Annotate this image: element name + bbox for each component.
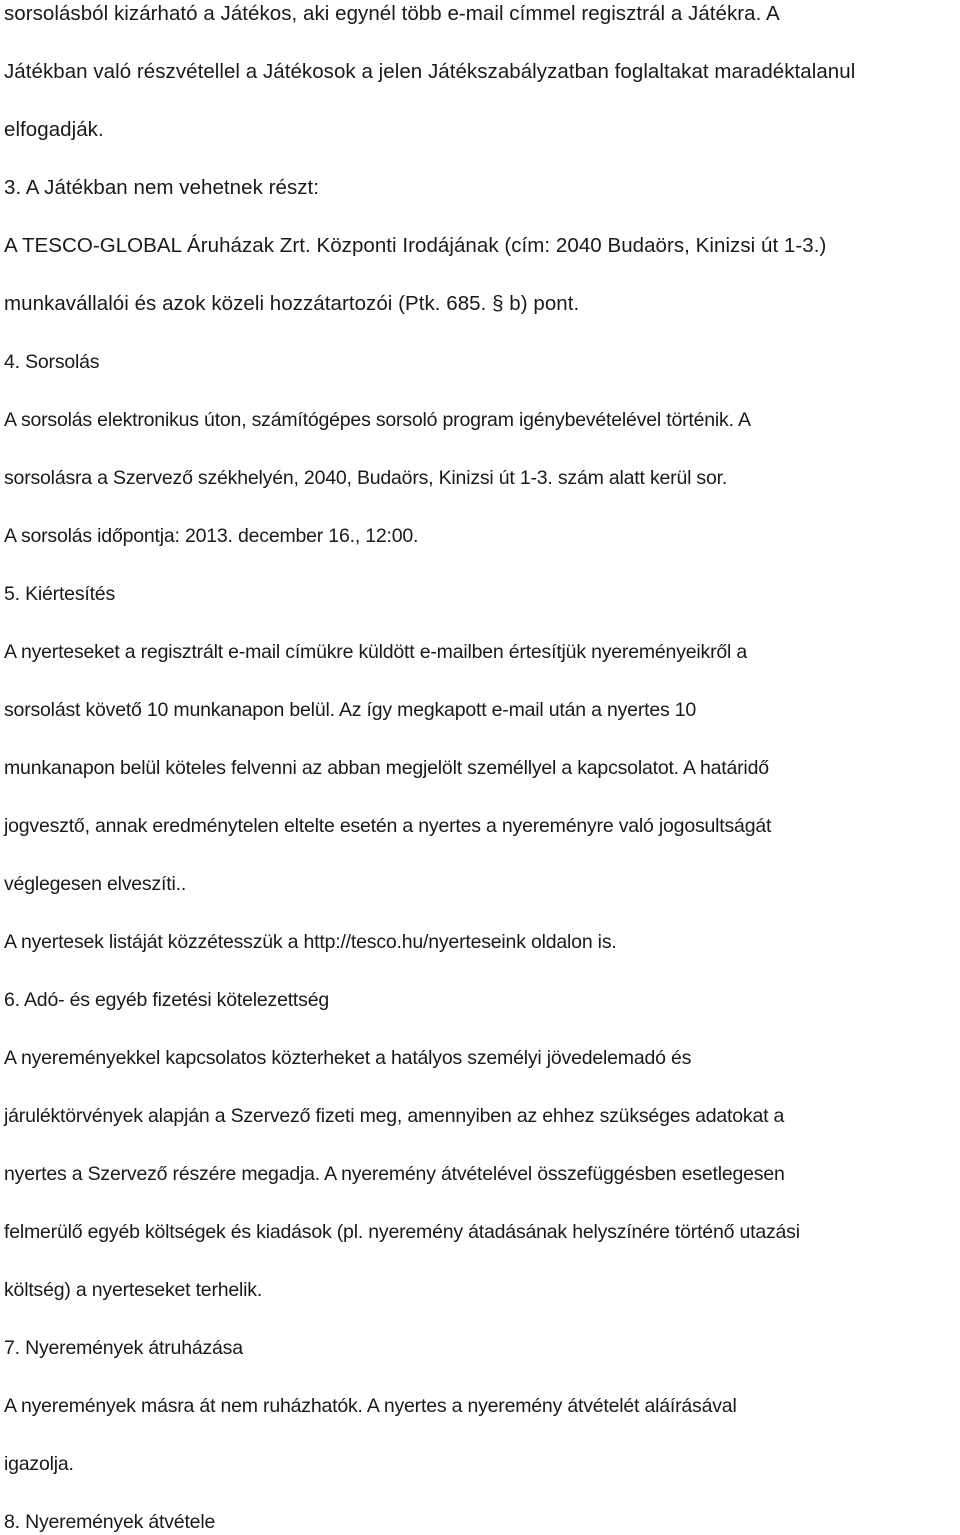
paragraph-line: Játékban való részvétellel a Játékosok a jelen Játékszabályzatban foglaltakat maradéktalanul — [4, 60, 856, 83]
paragraph-line: A sorsolás elektronikus úton, számítógépes sorsoló program igénybevételével történik. A — [4, 409, 751, 431]
paragraph-line: igazolja. — [4, 1453, 74, 1475]
paragraph-line: A nyereményekkel kapcsolatos közterheket a hatályos személyi jövedelemadó és — [4, 1047, 692, 1069]
paragraph-line: munkavállalói és azok közeli hozzátartozói (Ptk. 685. § b) pont. — [4, 292, 580, 315]
paragraph-line: jogvesztő, annak eredménytelen eltelte esetén a nyertes a nyereményre való jogosultságát — [4, 815, 772, 837]
section-heading: 3. A Játékban nem vehetnek részt: — [4, 176, 320, 199]
paragraph-line: felmerülő egyéb költségek és kiadások (pl. nyeremény átadásának helyszínére történő utazási — [4, 1221, 800, 1243]
paragraph-line: munkanapon belül köteles felvenni az abban megjelölt személlyel a kapcsolatot. A határidő — [4, 757, 769, 779]
section-heading: 5. Kiértesítés — [4, 583, 116, 605]
section-heading: 8. Nyeremények átvétele — [4, 1511, 216, 1533]
section-heading: 4. Sorsolás — [4, 351, 100, 373]
paragraph-line: véglegesen elveszíti.. — [4, 873, 187, 895]
paragraph-line: sorsolást követő 10 munkanapon belül. Az így megkapott e-mail után a nyertes 10 — [4, 699, 697, 721]
paragraph-line: nyertes a Szervező részére megadja. A nyeremény átvételével összefüggésben esetlegesen — [4, 1163, 785, 1185]
paragraph-line: költség) a nyerteseket terhelik. — [4, 1279, 263, 1301]
paragraph-line: A TESCO-GLOBAL Áruházak Zrt. Központi Irodájának (cím: 2040 Budaörs, Kinizsi út 1-3.) — [4, 234, 827, 257]
section-heading: 7. Nyeremények átruházása — [4, 1337, 243, 1359]
paragraph-line: A nyertesek listáját közzétesszük a http://tesco.hu/nyerteseink oldalon is. — [4, 931, 617, 953]
paragraph-line: sorsolásból kizárható a Játékos, aki egynél több e-mail címmel regisztrál a Játékra. A — [4, 2, 780, 25]
paragraph-line: A sorsolás időpontja: 2013. december 16., 12:00. — [4, 525, 419, 547]
paragraph-line: A nyerteseket a regisztrált e-mail címükre küldött e-mailben értesítjük nyereményeikről a — [4, 641, 748, 663]
paragraph-line: sorsolásra a Szervező székhelyén, 2040, Budaörs, Kinizsi út 1-3. szám alatt kerül sor. — [4, 467, 728, 489]
paragraph-line: elfogadják. — [4, 118, 104, 141]
section-heading: 6. Adó- és egyéb fizetési kötelezettség — [4, 989, 329, 1011]
paragraph-line: A nyeremények másra át nem ruházhatók. A nyertes a nyeremény átvételét aláírásával — [4, 1395, 737, 1417]
paragraph-line: járuléktörvények alapján a Szervező fizeti meg, amennyiben az ehhez szükséges adatokat a — [4, 1105, 785, 1127]
